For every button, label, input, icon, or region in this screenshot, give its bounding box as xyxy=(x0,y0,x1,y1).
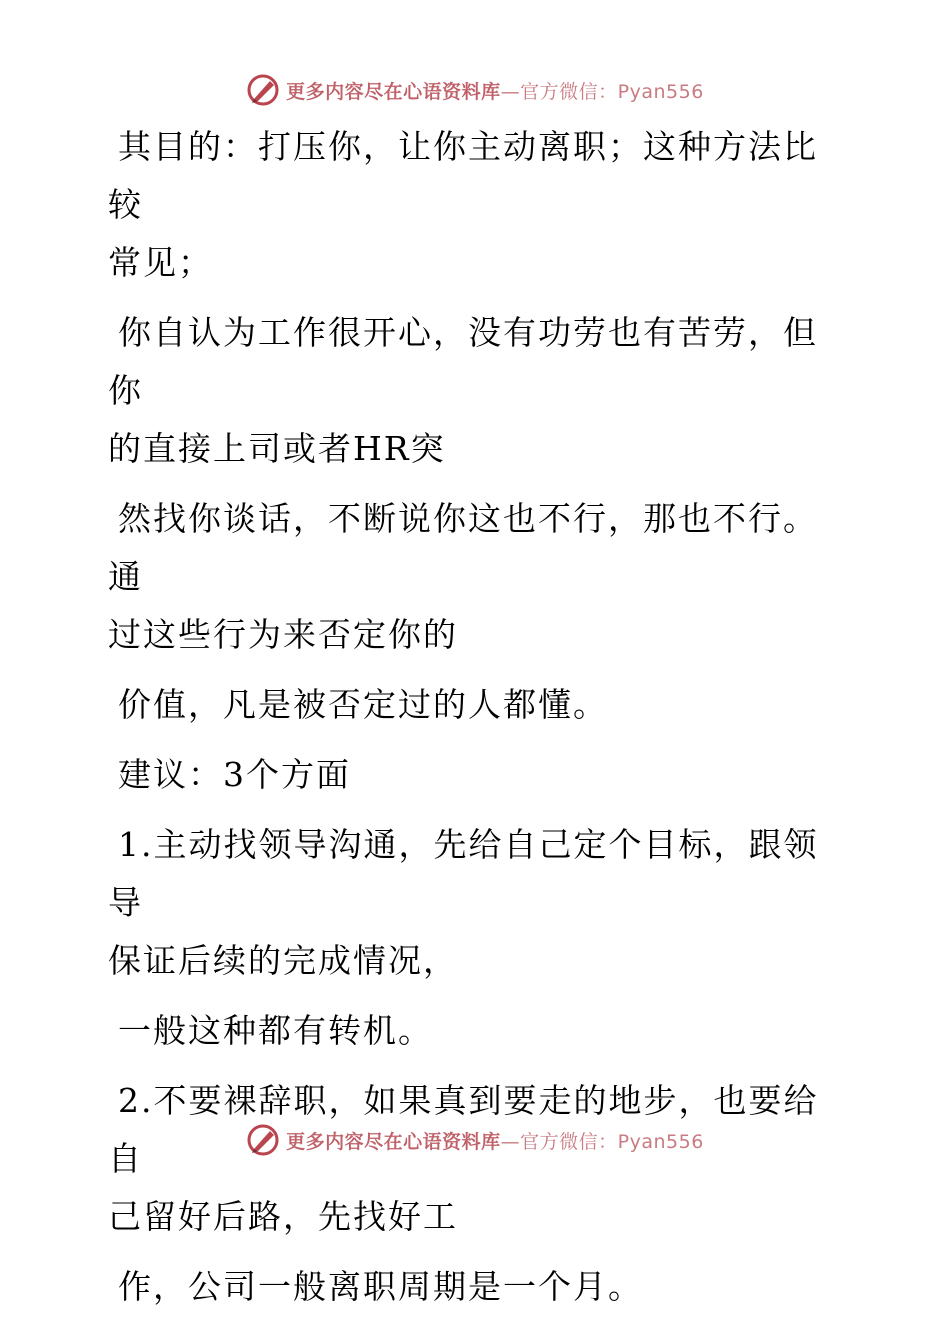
paragraph-line: 其目的：打压你，让你主动离职；这种方法比较 xyxy=(108,127,818,224)
pen-logo-icon xyxy=(246,1123,280,1157)
paragraph-line: 1.主动找领导沟通，先给自己定个目标，跟领导 xyxy=(108,825,819,922)
paragraph-line: 作，公司一般离职周期是一个月。 xyxy=(118,1267,643,1306)
paragraph-line: 一般这种都有转机。 xyxy=(118,1011,433,1050)
paragraph xyxy=(98,490,838,664)
paragraph-line: 建议：3个方面 xyxy=(118,755,351,794)
watermark-text: 更多内容尽在心语资料库—官方微信：Pyan556 xyxy=(286,80,704,103)
paragraph-line: 你自认为工作很开心，没有功劳也有苦劳，但你 xyxy=(108,313,818,410)
paragraph xyxy=(98,1258,838,1316)
header-watermark xyxy=(0,68,950,112)
paragraph-line: 保证后续的完成情况， xyxy=(108,941,458,980)
paragraph-line: 常见； xyxy=(108,243,213,282)
paragraph-line: 过这些行为来否定你的 xyxy=(108,615,458,654)
paragraph-line: 的直接上司或者HR突 xyxy=(108,429,446,468)
paragraph xyxy=(98,746,838,804)
paragraph-line: 己留好后路，先找好工 xyxy=(108,1197,458,1236)
paragraph-line: 然找你谈话，不断说你这也不行，那也不行。通 xyxy=(108,499,818,596)
paragraph-line: 价值，凡是被否定过的人都懂。 xyxy=(118,685,608,724)
paragraph xyxy=(98,304,838,478)
paragraph xyxy=(98,816,838,990)
footer-watermark xyxy=(0,1118,950,1162)
paragraph xyxy=(98,676,838,734)
paragraph xyxy=(98,1002,838,1060)
paragraph-line: 2.不要裸辞职，如果真到要走的地步，也要给自 xyxy=(108,1081,819,1178)
watermark-text: 更多内容尽在心语资料库—官方微信：Pyan556 xyxy=(286,1130,704,1153)
paragraph xyxy=(98,118,838,292)
pen-logo-icon xyxy=(246,73,280,107)
